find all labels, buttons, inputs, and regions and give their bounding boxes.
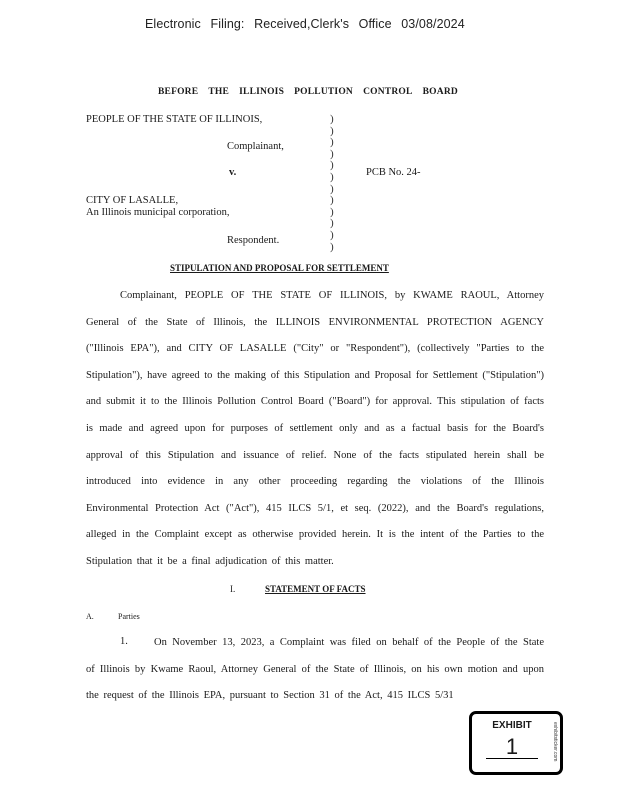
caption-versus: v. xyxy=(229,167,237,178)
electronic-filing-header: Electronic Filing: Received,Clerk's Office 03/08/2024 xyxy=(145,17,465,31)
board-heading-word: CONTROL xyxy=(363,87,413,97)
caption-defendant-description: An Illinois municipal corporation, xyxy=(86,207,230,218)
exhibit-vendor: exhibitsticker.com xyxy=(552,722,558,762)
board-heading-word: BEFORE xyxy=(158,87,199,97)
paragraph-number: 1. xyxy=(120,636,128,647)
exhibit-label: EXHIBIT xyxy=(492,720,532,731)
board-heading-word: THE xyxy=(208,87,230,97)
intro-paragraph: Complainant, PEOPLE OF THE STATE OF ILLINOIS, by KWAME RAOUL, Attorney General of the State of Illinois, the ILLINOIS ENVIRONMENTAL PROTECTION AGENCY ("Illinois EPA"), and CITY OF LASALLE ("City" or "Respondent"), (collectively "Parties to the Stipulation"), have agreed to the making of this Stipulation and Proposal for Settlement ("Stipulation") and submit it to the Illinois Pollution Control Board ("Board") for approval. This stipulation of facts is made and agreed upon for purposes of settlement only and as a factual basis for the Board's approval of this Stipulation and issuance of relief. None of the facts stipulated herein shall be introduced into evidence in any other proceeding regarding the violations of the Illinois Environmental Protection Act ("Act"), 415 ILCS 5/1, et seq. (2022), and the Board's regulations, alleged in the Complaint except as otherwise provided herein. It is the intent of the Parties to the Stipulation that it be a final adjudication of this matter. xyxy=(86,290,544,567)
case-number: PCB No. 24- xyxy=(366,167,421,178)
caption-respondent: Respondent. xyxy=(227,235,280,246)
exhibit-underline xyxy=(486,758,538,759)
exhibit-number: 1 xyxy=(505,734,519,759)
caption-complainant: Complainant, xyxy=(227,141,284,152)
board-heading-word: BOARD xyxy=(422,87,458,97)
section-number: I. xyxy=(230,584,236,594)
board-heading-word: POLLUTION xyxy=(294,87,353,97)
board-heading-word: ILLINOIS xyxy=(239,87,285,97)
caption-parentheses: ) ) ) ) ) ) ) ) ) ) ) ) xyxy=(330,113,334,253)
caption-defendant: CITY OF LASALLE, xyxy=(86,195,179,206)
board-heading xyxy=(158,87,458,97)
subsection-letter: A. xyxy=(86,612,94,621)
section-title: STATEMENT OF FACTS xyxy=(265,584,366,594)
caption-plaintiff: PEOPLE OF THE STATE OF ILLINOIS, xyxy=(86,114,263,125)
document-title: STIPULATION AND PROPOSAL FOR SETTLEMENT xyxy=(170,263,389,273)
paragraph-1: On November 13, 2023, a Complaint was filed on behalf of the People of the State of Illinois by Kwame Raoul, Attorney General of the State of Illinois, on his own motion and upon the request of the Illinois EPA, pursuant to Section 31 of the Act, 415 ILCS 5/31 xyxy=(86,637,544,702)
subsection-title: Parties xyxy=(118,612,140,621)
exhibit-stamp xyxy=(469,711,563,775)
